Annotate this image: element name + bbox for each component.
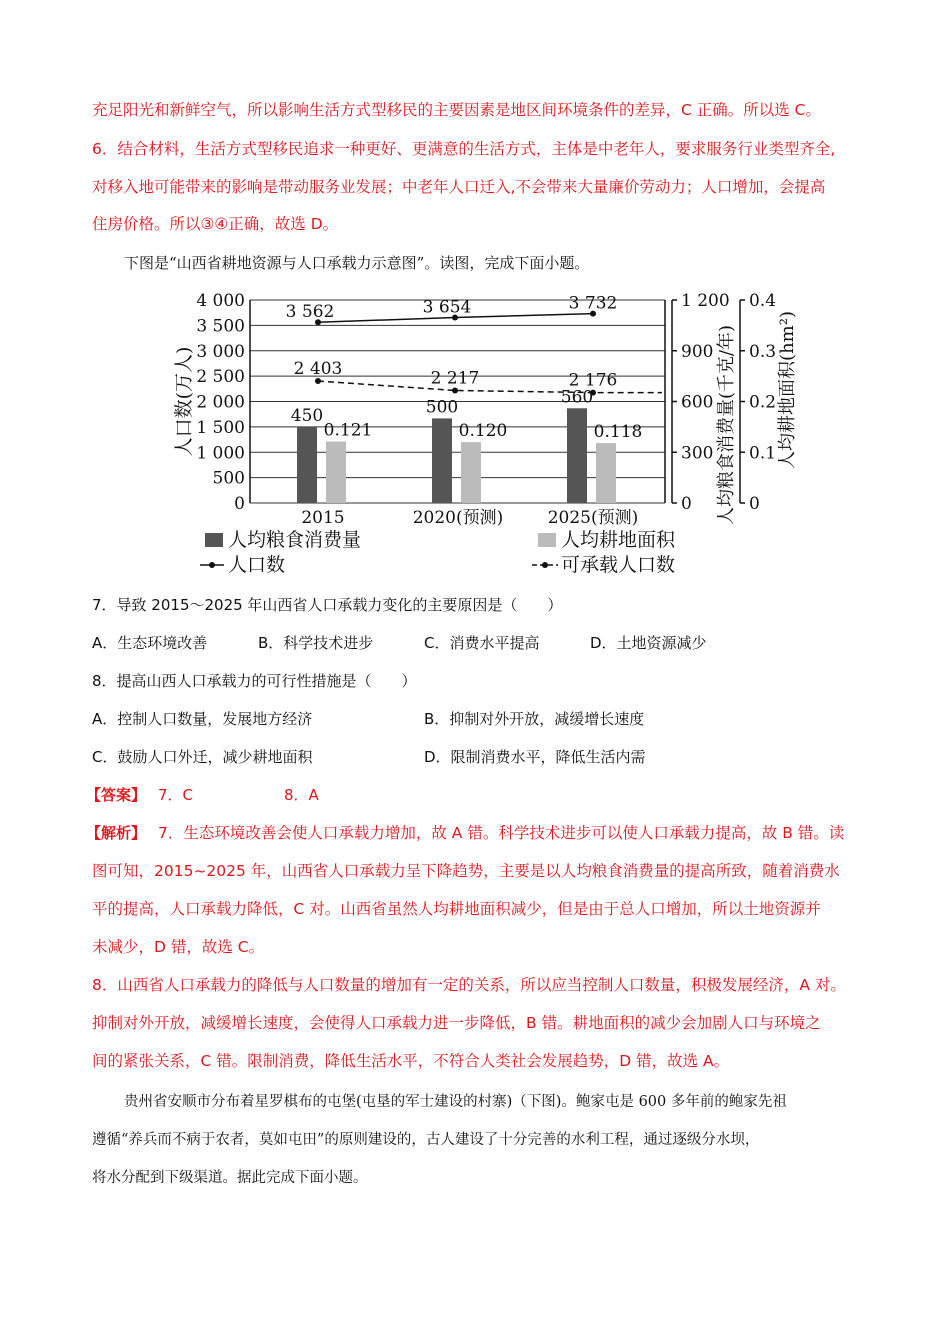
y2-tick-label: 600 [681,392,714,413]
legend-label-capacity: 可承载人口数 [561,554,676,576]
bar-label-grain: 500 [425,397,459,418]
y2-tick-label: 300 [681,443,714,464]
y3-tick-label: 0.2 [749,392,777,413]
q8-option-b[interactable]: B．抑制对外开放，减缓增长速度 [424,710,645,728]
q6-explanation-line: 对移入地可能带来的影响是带动服务业发展；中老年人口迁入,不会带来大量廉价劳动力；人口增加，会提高 [92,178,826,196]
y2-axis-title: 人均粮食消费量(千克/年) [716,324,737,526]
explanation-line: 充足阳光和新鲜空气，所以影响生活方式型移民的主要因素是地区间环境条件的差异，C 正确。所以选 C。 [92,101,822,119]
legend-label-grain: 人均粮食消费量 [228,529,362,551]
q7-stem: 7．导致 2015～2025 年山西省人口承载力变化的主要原因是（ ） [92,596,563,614]
y-tick-label: 3 500 [196,316,245,337]
y3-tick-label: 0.4 [749,291,777,311]
q8-option-d[interactable]: D．限制消费水平，降低生活内需 [424,748,646,766]
q8-option-c[interactable]: C．鼓励人口外迁，减少耕地面积 [92,748,313,766]
y2-tick-label: 1 200 [681,291,730,311]
label-population: 3 654 [422,297,472,318]
bar-arable-land [596,443,616,503]
y-tick-label: 4 000 [196,291,245,311]
q8-option-a[interactable]: A．控制人口数量，发展地方经济 [92,710,313,728]
analysis-line: 图可知，2015~2025 年，山西省人口承载力呈下降趋势，主要是以人均粮食消费量的提高所致，随着消费水 [92,862,840,880]
analysis-line: 抑制对外开放，减缓增长速度，会使得人口承载力进一步降低，B 错。耕地面积的减少会加剧人口与环境之 [92,1014,821,1032]
y3-tick-label: 0.1 [749,443,777,464]
legend-label-population: 人口数 [228,554,286,576]
material-line: 贵州省安顺市分布着星罗棋布的屯堡(屯垦的军士建设的村寨)（下图)。鲍家屯是 600 多年前的鲍家先祖 [124,1094,787,1110]
legend-point-population [209,562,215,568]
label-population: 3 562 [285,302,335,323]
analysis-line: 7．生态环境改善会使人口承载力增加，故 A 错。科学技术进步可以使人口承载力提高，故 B 错。读 [158,824,845,842]
q6-explanation-line: 6．结合材料，生活方式型移民追求一种更好、更满意的生活方式，主体是中老年人，要求服务行业类型齐全, [92,140,836,158]
y-tick-label: 2 000 [196,392,245,413]
answer-8: 8．A [284,786,319,804]
grid-lines [250,297,745,503]
bar-label-grain: 450 [290,405,324,426]
chart-intro: 下图是“山西省耕地资源与人口承载力示意图”。读图，完成下面小题。 [124,254,590,272]
y-axis-title: 人口数(万人) [173,346,195,457]
q7-option-c[interactable]: C．消费水平提高 [424,634,540,652]
bar-label-land: 0.120 [458,421,508,442]
material-line: 遵循“养兵而不病于农者，莫如屯田”的原则建设的，古人建设了十分完善的水利工程，通过逐级分水坝， [92,1132,760,1148]
population-capacity-chart [160,283,800,588]
y3-tick-label: 0.3 [749,341,777,362]
x-tick-label: 2025(预测) [547,508,639,528]
y2-tick-label: 900 [681,341,714,362]
legend-point-capacity [542,562,548,568]
bar-arable-land [461,442,481,503]
y-tick-label: 1 500 [196,417,245,438]
y-tick-label: 3 000 [196,341,245,362]
answer-7: 7．C [158,786,194,804]
bar-label-land: 0.118 [593,422,643,443]
q7-option-a[interactable]: A．生态环境改善 [92,634,208,652]
bar-arable-land [326,442,346,503]
y2-tick-label: 0 [681,494,692,514]
q8-stem: 8．提高山西人口承载力的可行性措施是（ ） [92,672,417,690]
analysis-line: 8．山西省人口承载力的降低与人口数量的增加有一定的关系，所以应当控制人口数量，积极发展经济，A 对。 [92,976,846,994]
legend-swatch-land [538,533,556,547]
bar-label-grain: 560 [560,387,594,408]
x-tick-label: 2020(预测) [412,508,504,528]
label-population: 3 732 [568,293,618,314]
legend-label-land: 人均耕地面积 [561,529,676,551]
y-tick-label: 0 [234,494,245,514]
q7-option-d[interactable]: D．土地资源减少 [590,634,707,652]
q7-option-b[interactable]: B．科学技术进步 [258,634,374,652]
y-tick-label: 500 [212,468,245,489]
y3-axis-title: 人均耕地面积(hm²) [777,311,798,469]
analysis-line: 平的提高，人口承载力降低，C 对。山西省虽然人均耕地面积减少，但是由于总人口增加，所以土地资源并 [92,900,821,918]
y3-tick-label: 0 [749,494,760,514]
bar-label-land: 0.121 [323,420,373,441]
q6-explanation-line: 住房价格。所以③④正确，故选 D。 [92,215,339,233]
legend-swatch-grain [205,533,223,547]
label-capacity: 2 217 [430,368,480,389]
analysis-line: 间的紧张关系，C 错。限制消费，降低生活水平，不符合人类社会发展趋势，D 错，故选 A。 [92,1052,730,1070]
label-capacity: 2 176 [568,370,618,391]
bar-grain-consumption [432,418,452,503]
analysis-line: 未减少，D 错，故选 C。 [92,938,265,956]
label-capacity: 2 403 [293,359,343,380]
y-tick-label: 1 000 [196,443,245,464]
material-line: 将水分配到下级渠道。据此完成下面小题。 [92,1170,368,1186]
answer-tag: 【答案】 [86,786,147,804]
analysis-tag: 【解析】 [86,824,147,842]
x-tick-label: 2015 [301,508,345,528]
bar-grain-consumption [567,408,587,503]
labels [173,291,798,576]
y-tick-label: 2 500 [196,367,245,388]
bar-grain-consumption [297,427,317,503]
